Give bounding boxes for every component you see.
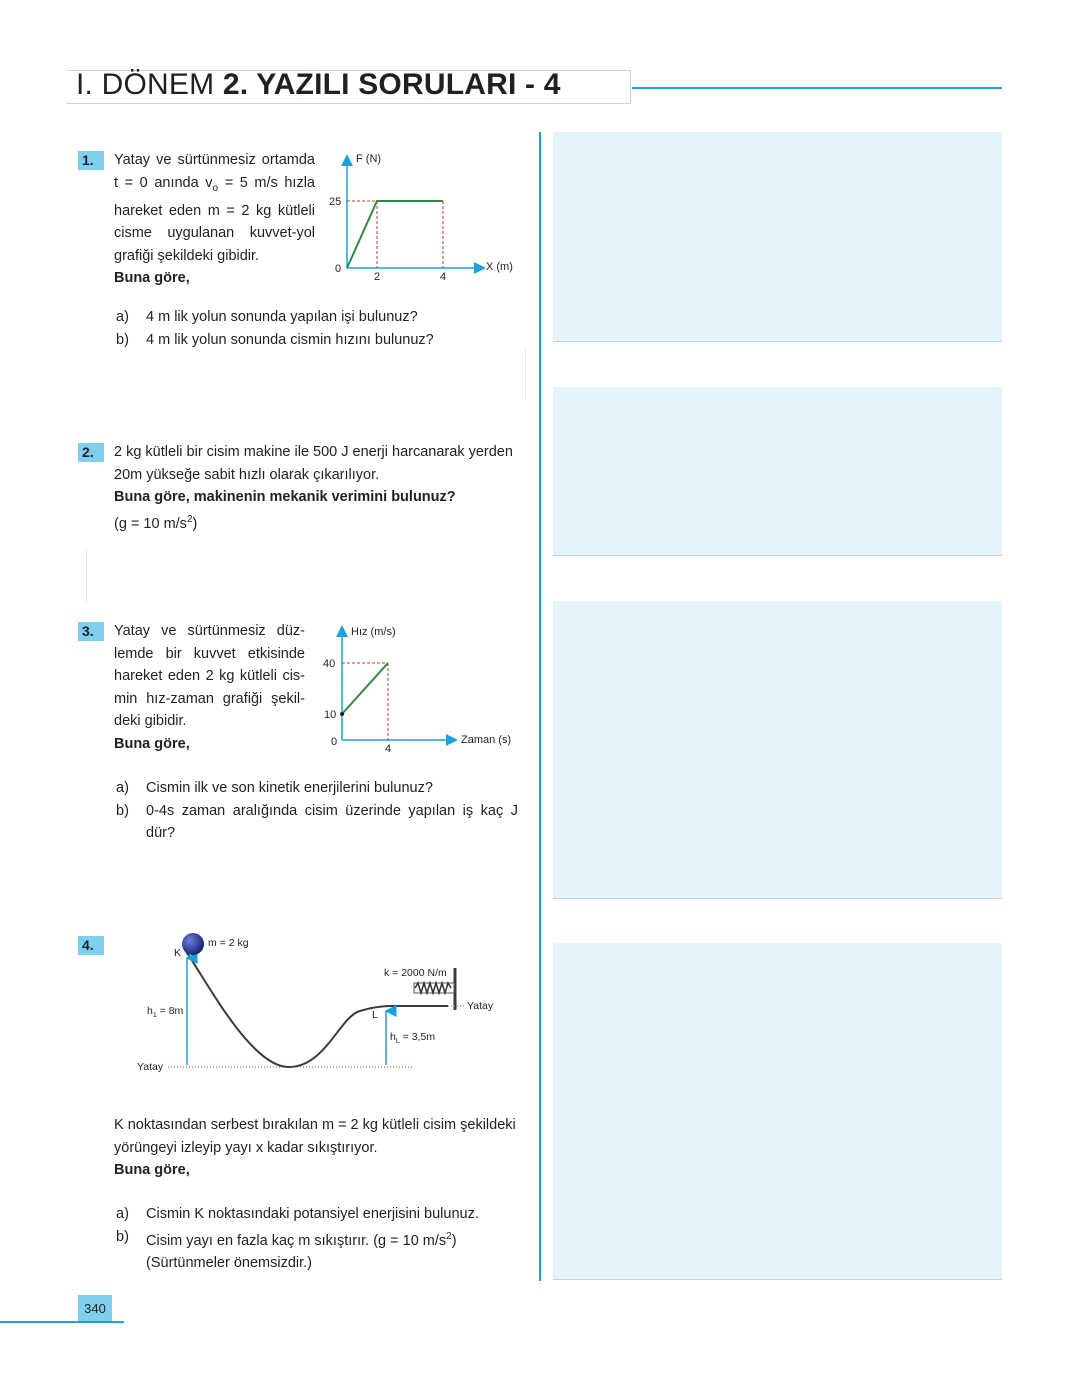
q2-line: 2 kg kütleli bir cisim makine ile 500 J enerji harcanarak yerden xyxy=(114,444,513,460)
spring-constant-label: k = 2000 N/m xyxy=(384,967,447,979)
origin-label: 0 xyxy=(331,736,338,748)
sub-question: b) Cisim yayı en fazla kaç m sıkıştırır. (g = 10 $m/s^2$) xyxy=(116,1228,457,1249)
velocity-time-graph xyxy=(315,618,530,758)
q4-lead: Buna göre, xyxy=(114,1162,190,1178)
q2-line: 20m yükseğe sabit hızlı olarak çıkarılıyor. xyxy=(114,466,380,483)
point-l-label: L xyxy=(372,1009,378,1021)
answer-box-3[interactable] xyxy=(553,601,1002,899)
q3-line: deki gibidir. xyxy=(114,713,187,729)
sub-question-cont: (Sürtünmeler önemsizdir.) xyxy=(146,1254,312,1271)
q1-line: Yatay ve sürtünmesiz ortamda xyxy=(114,152,315,168)
column-divider xyxy=(539,132,541,1281)
q2-given: (g = 10 $m/s^2$) xyxy=(114,513,198,532)
q1-line: grafiği şekildeki gibidir. xyxy=(114,247,260,264)
sub-question-cont: dür? xyxy=(146,825,176,841)
force-position-graph xyxy=(320,145,530,285)
header-rule xyxy=(632,87,1002,89)
sub-question: b) 4 m lik yolun sonunda cismin hızını bulunuz? xyxy=(116,331,434,348)
q1-line: t = 0 anında $v_o = 5$ m/s hızla xyxy=(114,174,315,194)
x-tick-label: 4 xyxy=(440,271,447,283)
start-point xyxy=(340,712,344,716)
q3-line: lemde bir kuvvet etkisinde xyxy=(114,645,305,662)
mass-label: m = 2 kg xyxy=(208,937,249,949)
velocity-line xyxy=(342,663,388,714)
faint-mark xyxy=(86,550,87,602)
ground-label-right: Yatay xyxy=(467,1000,494,1012)
track-spring-figure xyxy=(130,928,500,1078)
answer-box-1[interactable] xyxy=(553,132,1002,342)
x-tick-label: 4 xyxy=(385,743,392,755)
q3-line: hareket eden 2 kg kütleli cis- xyxy=(114,668,305,684)
question-1-items xyxy=(116,306,526,351)
sub-question: b) 0-4s zaman aralığında cisim üzerinde yapılan iş kaç J xyxy=(116,802,518,819)
footer-rule xyxy=(0,1321,124,1323)
q2-question: Buna göre, makinenin mekanik verimini bulunuz? xyxy=(114,489,456,505)
page-number: 340 xyxy=(78,1295,112,1323)
y-axis-label: F (N) xyxy=(356,153,382,165)
answer-box-2[interactable] xyxy=(553,387,1002,556)
answer-box-4[interactable] xyxy=(553,943,1002,1280)
sub-question: a) 4 m lik yolun sonunda yapılan işi bulunuz? xyxy=(116,309,418,325)
h1-label: $h_1 = 8m$ xyxy=(147,1005,184,1019)
question-number-4: 4. xyxy=(78,936,104,955)
page-title xyxy=(76,68,561,102)
question-3-text xyxy=(114,620,305,755)
question-number-3: 3. xyxy=(78,622,104,641)
y-tick-label: 40 xyxy=(323,658,336,670)
y-tick-label: 25 xyxy=(329,196,342,208)
point-k-label: K xyxy=(174,947,182,959)
sub-question: a) Cismin ilk ve son kinetik enerjilerini bulunuz? xyxy=(116,780,433,796)
q3-lead: Buna göre, xyxy=(114,735,190,752)
q1-line: hareket eden m = 2 kg kütleli xyxy=(114,202,315,219)
ball-mass xyxy=(182,933,204,955)
q1-lead: Buna göre, xyxy=(114,270,190,287)
title-term: I. DÖNEM xyxy=(76,68,215,101)
q4-line: K noktasından serbest bırakılan m = 2 kg kütleli cisim şekildeki xyxy=(114,1117,516,1133)
question-number-2: 2. xyxy=(78,443,104,462)
question-2-text xyxy=(114,441,529,535)
q4-line: yörüngeyi izleyip yayı x kadar sıkıştırıyor. xyxy=(114,1139,378,1156)
ground-label-left: Yatay xyxy=(137,1061,164,1073)
question-4-items xyxy=(116,1203,526,1274)
question-4-text xyxy=(114,1114,529,1182)
spring-coil xyxy=(415,983,451,993)
x-tick-label: 2 xyxy=(374,271,381,283)
sub-question: a) Cismin K noktasındaki potansiyel enerjisini bulunuz. xyxy=(116,1206,479,1222)
question-3-items xyxy=(116,777,518,845)
q3-line: min hız-zaman grafiği şekil- xyxy=(114,690,305,707)
q1-line: cisme uygulanan kuvvet-yol xyxy=(114,225,315,242)
question-1-text xyxy=(114,149,315,290)
hl-label: $h_L = 3,5m$ xyxy=(390,1031,436,1045)
title-exam: 2. YAZILI SORULARI - 4 xyxy=(222,68,561,101)
y-tick-label: 10 xyxy=(324,709,337,721)
question-number-1: 1. xyxy=(78,151,104,170)
q3-line: Yatay ve sürtünmesiz düz- xyxy=(114,623,305,639)
y-axis-label: Hız (m/s) xyxy=(351,626,396,638)
x-axis-label: Zaman (s) xyxy=(461,734,512,746)
origin-label: 0 xyxy=(335,263,342,275)
force-curve xyxy=(347,201,443,268)
x-axis-label: X (m) xyxy=(486,261,513,273)
faint-mark xyxy=(525,348,526,400)
